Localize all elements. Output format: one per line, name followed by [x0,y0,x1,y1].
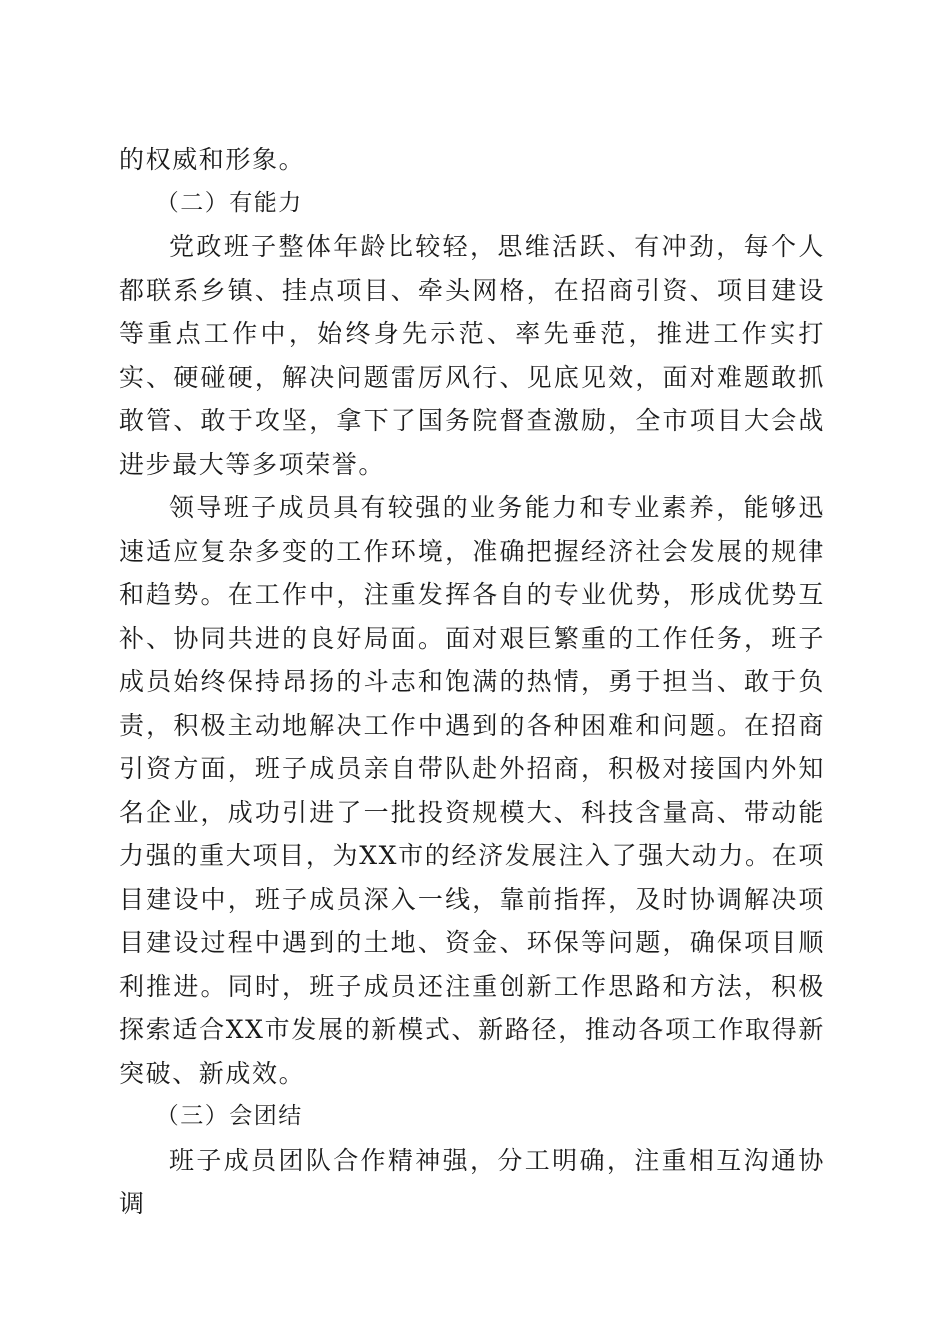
paragraph-capability-1: 党政班子整体年龄比较轻，思维活跃、有冲劲，每个人都联系乡镇、挂点项目、牵头网格，在招商引资、项目建设等重点工作中，始终身先示范、率先垂范，推进工作实打实、硬碰硬，解决问题雷厉风行、见底见效，面对难题敢抓敢管、敢于攻坚，拿下了国务院督查激励，全市项目大会战进步最大等多项荣誉。 [119,232,825,479]
section-heading-unity: （三）会团结 [155,1103,303,1129]
paragraph-unity-1: 班子成员团队合作精神强，分工明确，注重相互沟通协调 [119,1145,825,1218]
section-heading-capability: （二）有能力 [155,189,303,216]
paragraph-capability-2: 领导班子成员具有较强的业务能力和专业素养，能够迅速适应复杂多变的工作环境，准确把握经济社会发展的规律和趋势。在工作中，注重发挥各自的专业优势，形成优势互补、协同共进的良好局面。面对艰巨繁重的工作任务，班子成员始终保持昂扬的斗志和饱满的热情，勇于担当、敢于负责，积极主动地解决工作中遇到的各种困难和问题。在招商引资方面，班子成员亲自带队赴外招商，积极对接国内外知名企业，成功引进了一批投资规模大、科技含量高、带动能力强的重大项目，为XX市的经济发展注入了强大动力。在项目建设中，班子成员深入一线，靠前指挥，及时协调解决项目建设过程中遇到的土地、资金、环保等问题，确保项目顺利推进。同时，班子成员还注重创新工作思路和方法，积极探索适合XX市发展的新模式、新路径，推动各项工作取得新突破、新成效。 [119,493,825,1088]
continued-paragraph-end: 的权威和形象。 [119,145,306,174]
document-body [119,138,825,1226]
